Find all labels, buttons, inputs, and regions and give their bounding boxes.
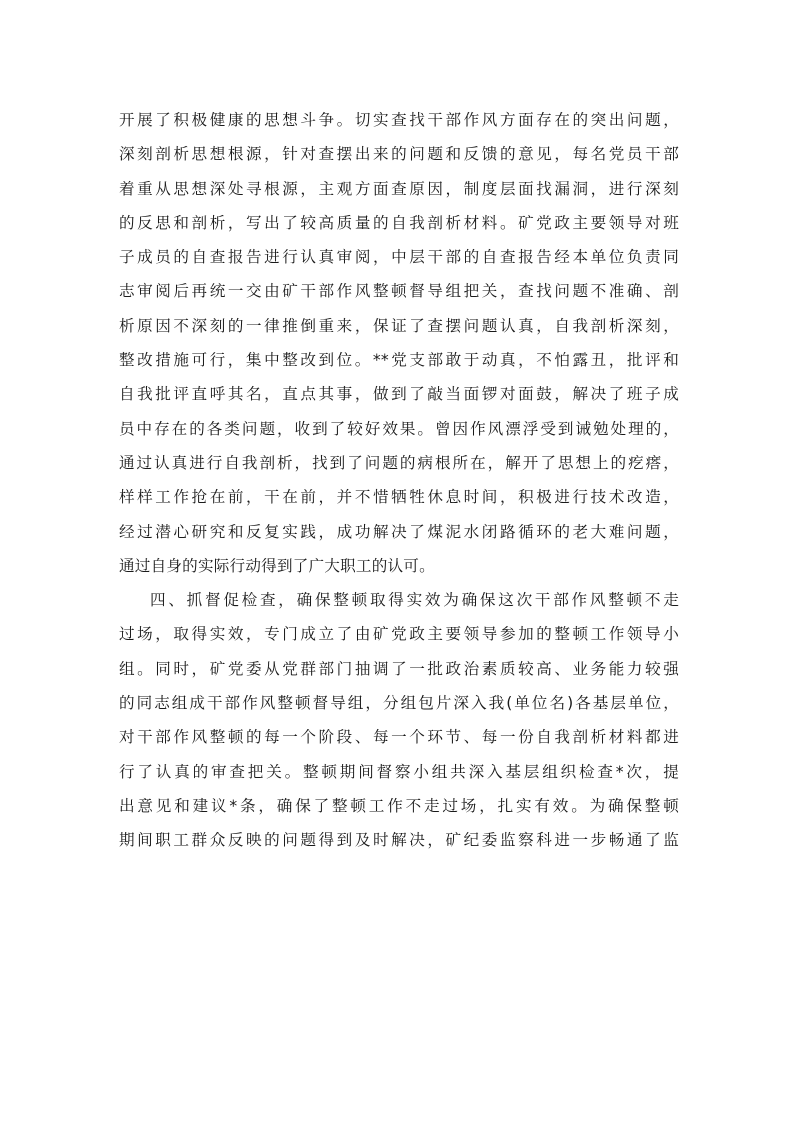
text-line: 着重从思想深处寻根源，主观方面查原因，制度层面找漏洞，进行深刻 xyxy=(119,179,679,198)
text-line: 期间职工群众反映的问题得到及时解决，矿纪委监察科进一步畅通了监 xyxy=(119,831,679,850)
text-line: 对干部作风整顿的每一个阶段、每一个环节、每一份自我剖析材料都进 xyxy=(119,728,679,747)
text-line: 过场，取得实效，专门成立了由矿党政主要领导参加的整顿工作领导小 xyxy=(119,625,679,644)
text-line: 通过认真进行自我剖析，找到了问题的病根所在，解开了思想上的疙瘩， xyxy=(119,453,679,472)
text-line: 开展了积极健康的思想斗争。切实查找干部作风方面存在的突出问题， xyxy=(119,111,679,129)
text-line: 的反思和剖析，写出了较高质量的自我剖析材料。矿党政主要领导对班 xyxy=(119,213,679,232)
text-line: 样样工作抢在前，干在前，并不惜牺牲休息时间，积极进行技术改造， xyxy=(119,488,679,507)
text-line: 组。同时，矿党委从党群部门抽调了一批政治素质较高、业务能力较强 xyxy=(119,659,679,678)
text-line: 经过潜心研究和反复实践，成功解决了煤泥水闭路循环的老大难问题， xyxy=(119,522,679,541)
text-line: 的同志组成干部作风整顿督导组，分组包片深入我(单位名)各基层单位， xyxy=(119,694,679,713)
text-line: 析原因不深刻的一律推倒重来，保证了查摆问题认真，自我剖析深刻， xyxy=(119,316,679,335)
text-line: 通过自身的实际行动得到了广大职工的认可。 xyxy=(119,556,435,575)
text-line: 深刻剖析思想根源，针对查摆出来的问题和反馈的意见，每名党员干部 xyxy=(119,145,679,164)
text-line: 整改措施可行，集中整改到位。**党支部敢于动真，不怕露丑，批评和 xyxy=(119,351,679,370)
text-line: 行了认真的审查把关。整顿期间督察小组共深入基层组织检查*次，提 xyxy=(119,762,679,781)
body-text xyxy=(119,103,679,858)
text-line: 志审阅后再统一交由矿干部作风整顿督导组把关，查找问题不准确、剖 xyxy=(119,282,679,301)
text-line: 出意见和建议*条，确保了整顿工作不走过场，扎实有效。为确保整顿 xyxy=(119,796,679,815)
text-line: 员中存在的各类问题，收到了较好效果。曾因作风漂浮受到诫勉处理的， xyxy=(119,419,679,438)
text-line: 四、抓督促检查，确保整顿取得实效为确保这次干部作风整顿不走 xyxy=(150,591,679,610)
text-line: 子成员的自查报告进行认真审阅，中层干部的自查报告经本单位负责同 xyxy=(119,248,679,267)
text-line: 自我批评直呼其名，直点其事，做到了敲当面锣对面鼓，解决了班子成 xyxy=(119,385,679,404)
